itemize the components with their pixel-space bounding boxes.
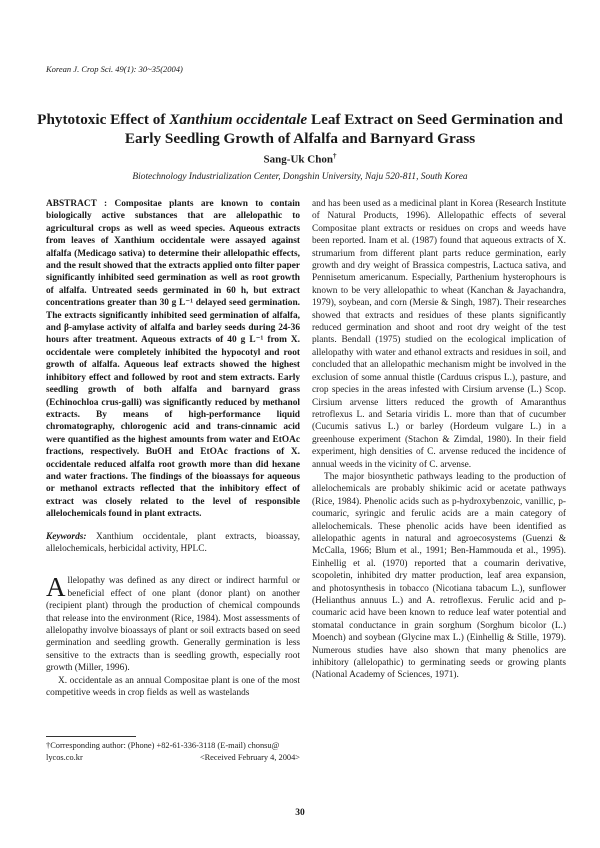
- right-column: [312, 198, 566, 682]
- abstract-label: ABSTRACT :: [46, 199, 108, 209]
- intro-paragraph-2: X. occidentale as an annual Compositae plant is one of the most competitive weeds in crop fields as well as wastelands: [46, 675, 300, 699]
- intro-p1-text: llelopathy was defined as any direct or indirect harmful or beneficial effect of one plant (donor plant) on another (recipient plant) through the production of chemical compounds that release into the environment (Rice, 1984). Most assessments of allelopathy involve bioassays of plant or soil extracts based on seed germination and seedling growth. Generally germination is less sensitive to the extracts than is seedling growth, especially root growth (Miller, 1996).: [46, 576, 300, 674]
- drop-cap: A: [46, 572, 66, 603]
- title-part2: Leaf Extract on Seed Germination and Early Seedling Growth of Alfalfa and Barnyard Grass: [124, 111, 563, 147]
- title-species: Xanthium occidentale: [169, 111, 308, 128]
- keywords: [46, 531, 300, 556]
- page-number: 30: [295, 808, 305, 818]
- left-column: [46, 198, 300, 699]
- footnote: [46, 740, 300, 763]
- author-name: Sang-Uk Chon: [263, 153, 333, 166]
- keywords-text: Xanthium occidentale, plant extracts, bioassay, allelochemicals, herbicidal activity, HPLC.: [46, 531, 300, 554]
- journal-citation: Korean J. Crop Sci. 49(1): 30~35(2004): [46, 64, 183, 74]
- intro-paragraph-1: [46, 572, 300, 674]
- right-paragraph-1: and has been used as a medicinal plant in Korea (Research Institute of Natural Products, 1996). Allelopathic effects of several Compositae plant extracts or residues on crops and weeds have been reported. Inam et al. (1987) found that aqueous extracts of X. strumarium from different plant parts reduce germination, early growth and dry weight of Brassica compestris, Lactuca sativa, and Pennisetum americanum. Especially, Parthenium hysterophours is known to be very allelopathic to wheat (Kanchan & Jayachandra, 1979), soybean, and corn (Mersie & Singh, 1987). Their researches showed that extracts and residues of these plants significantly reduced germination and shoot and root dry weight of the test plants. Bendall (1975) studied on the ecological implication of allelopathy with water and ethanol extracts and residues in soil, and concluded that an allelopathic mechanism might be involved in the exclusion of some annual thistle (Carduus crispus L.), pasture, and crop species in the areas infested with Cirsium arvense (L.) Scop. Cirsium arvense litters reduced the growth of Amaranthus retroflexus L. and Setaria viridis L. more than that of cucumber (Cucumis sativus L.) or barley (Hordeum vulgare L.) in a greenhouse experiment (Stachon & Zimdal, 1980). In their field experiment, high densities of C. arvense reduced the incidence of annual weeds in the vicinity of C. arvense.: [312, 199, 566, 470]
- footnote-corresponding: †Corresponding author: (Phone) +82-61-336-3118 (E-mail) chonsu@: [46, 741, 280, 750]
- author: [0, 152, 600, 166]
- paper-title: [36, 110, 564, 148]
- footnote-row-2: [46, 752, 300, 764]
- right-paragraph-2: The major biosynthetic pathways leading to the production of allelochemicals are probably shikimic acid or acetate pathways (Rice, 1984). Phenolic acids such as p-hydroxybenzoic, vanillic, p-coumaric, syringic and ferulic acids are a main category of allelochemicals. These phenolic acids have been identified as allelopathic agents in natural and agroecosystems (Guenzi & McCalla, 1966; Blum et al., 1991; Ben-Hammouda et al., 1995). Einhellig et al. (1970) reported that a coumarin derivative, scopoletin, inhibited dry matter production, leaf area expansion, and photosynthesis in tobacco (Nicotiana tabacum L.), sunflower (Helianthus annuus L.) and A. retroflexus. Ferulic acid and p-coumaric acid have been known to reduce leaf water potential and stomatal conductance in grain sorghum (Sorghum bicolor (L.) Moench) and soybean (Glycine max L.) (Einhellig & Stille, 1979). Numerous studies have also shown that many phenolics are inhibitory (allelopathic) to germinating seeds or growing plants (National Academy of Sciences, 1971).: [312, 471, 566, 681]
- introduction: [46, 572, 300, 699]
- footnote-received: <Received February 4, 2004>: [199, 752, 300, 762]
- title-part1: Phytotoxic Effect of: [37, 111, 170, 128]
- keywords-label: Keywords:: [46, 531, 87, 542]
- footnote-rule: [46, 736, 136, 737]
- abstract-text: Compositae plants are known to contain biologically active substances that are allelopathic to agricultural crops as well as weed species. Aqueous extracts from leaves of Xanthium occidentale were assayed against alfalfa (Medicago sativa) to determine their allelopathic effects, and the result showed that the extracts applied onto filter paper significantly inhibited seed germination as well as root growth of alfalfa. Untreated seeds germinated in 60 h, but extract concentrations greater than 30 g L⁻¹ delayed seed germination. The extracts significantly inhibited seed germination of alfalfa, and β-amylase activity of alfalfa and barley seeds during 24-36 hours after treatment. Aqueous extracts of 40 g L⁻¹ from X. occidentale were completely inhibited the hypocotyl and root growth of alfalfa. Aqueous leaf extracts showed the highest inhibitory effect and followed by root and stem extracts. Early seedling growth of both alfalfa and barnyard grass (Echinochloa crus-galli) was significantly reduced by methanol extracts. By means of high-performance liquid chromatography, chlorogenic acid and trans-cinnamic acid were quantified as the highest amounts from water and EtOAc fractions, respectively. BuOH and EtOAc fractions of X. occidentale reduced alfalfa root growth more than did hexane and water fractions. The findings of the bioassays for aqueous or methanol extracts reflected that the inhibitory effect of extract was closely related to the level of responsible allelochemicals found in plant extracts.: [46, 199, 300, 520]
- footnote-email-tail: lycos.co.kr: [46, 752, 83, 762]
- abstract: [46, 198, 300, 521]
- affiliation: Biotechnology Industrialization Center, Dongshin University, Naju 520-811, South Korea: [132, 172, 468, 182]
- author-mark: †: [332, 152, 337, 160]
